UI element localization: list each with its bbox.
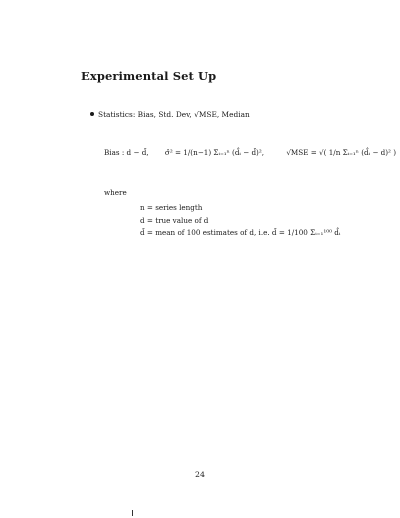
statistics-bullet-text: Statistics: Bias, Std. Dev, √MSE, Median [98,110,250,119]
rmse-formula: √MSE = √( 1/n Σᵢ₌₁ⁿ (d̂ᵢ − d)² ) [286,148,397,157]
scan-mark [132,510,133,516]
slide-title: Experimental Set Up [81,69,217,83]
statistics-bullet [90,110,250,119]
variance-formula: σ̂² = 1/(n−1) Σᵢ₌₁ⁿ (d̂ᵢ − d̄)², [164,148,265,157]
bias-formula: Bias : d − d̄, [104,148,149,157]
definition-true-value: d = true value of d [140,215,209,225]
definition-mean-estimates: d̄ = mean of 100 estimates of d, i.e. d̄ = 1/100 Σᵢ₌₁¹⁰⁰ d̂ᵢ [140,228,341,237]
where-label: where [104,188,127,197]
bullet-icon [90,112,94,116]
page-number: 24 [195,470,205,479]
definition-series-length: n = series length [140,203,203,212]
formula-line [104,148,400,157]
definitions-list [140,202,340,240]
